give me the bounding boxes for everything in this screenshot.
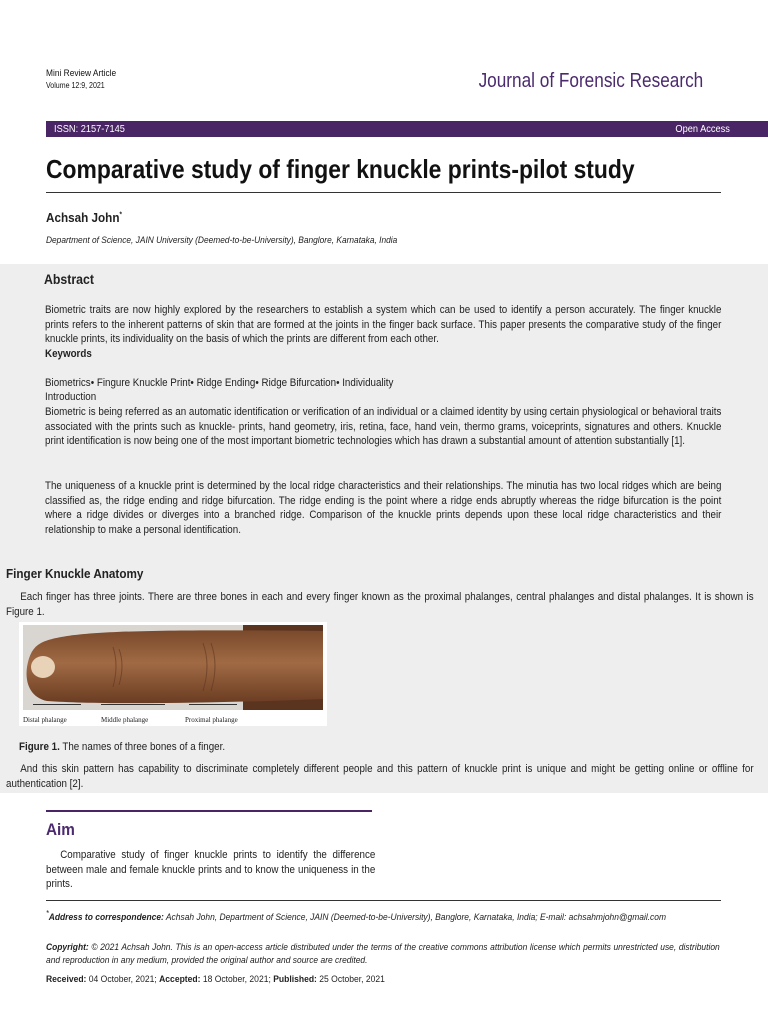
volume-info: Volume 12:9, 2021 [46, 81, 105, 90]
article-meta [46, 68, 116, 92]
issn-bar [46, 121, 768, 137]
figure-label-proximal: Proximal phalange [185, 716, 238, 724]
open-access-label: Open Access [675, 123, 730, 135]
finger-photo [23, 625, 323, 710]
keywords-heading: Keywords [45, 348, 92, 360]
keywords-list: Biometrics• Fingure Knuckle Print• Ridge Ending• Ridge Bifurcation• Individuality [45, 377, 394, 389]
copyright-note: Copyright: © 2021 Achsah John. This is an open-access article distributed under the terms of the creative commons attribution license which permits unrestricted use, distribution and reproduction in any medium, provided the original author and source are credited. [46, 942, 720, 966]
publication-dates: Received: 04 October, 2021; Accepted: 18 October, 2021; Published: 25 October, 2021 [46, 974, 385, 985]
abstract-heading: Abstract [44, 271, 94, 287]
middle-arrow [101, 704, 165, 705]
aim-divider [46, 810, 372, 812]
author-mark: * [119, 211, 122, 219]
anatomy-para-1: Each finger has three joints. There are three bones in each and every finger known as the proximal phalanges, central phalanges and distal phalanges. It is shown is Figure 1. [6, 591, 754, 618]
finger-figure [19, 622, 327, 726]
abstract-text: Biometric traits are now highly explored by the researchers to establish a system which can be used to identify a person accurately. The finger knuckle prints refers to the inherent patterns of skin that are formed at the joints in the finger back surface. This paper presents the comparative study of the finger knuckle prints, its individuality on the basis of which the prints are different from each other. [45, 304, 722, 345]
proximal-arrow [189, 704, 237, 705]
issn: ISSN: 2157-7145 [54, 123, 125, 135]
anatomy-heading: Finger Knuckle Anatomy [6, 566, 144, 581]
figure-label-distal: Distal phalange [23, 716, 67, 724]
finger-illustration [23, 625, 323, 710]
correspondence-note: *Address to correspondence: Achsah John, Department of Science, JAIN (Deemed-to-be-University), Banglore, Karnataka, India; E-mail: achsahmjohn@gmail.com [46, 909, 667, 924]
introduction-para-1: Biometric is being referred as an automatic identification or verification of an individual or a claimed identity by using certain physiological or behavioral traits associated with the prints such as knuckle- prints, hand geometry, iris, retina, face, hand vein, thermo grams, voiceprints, signatures and others. Knuckle print identification is now being one of the most important biometric technologies which has drawn a substantial amount of attention substantially [1]. [45, 406, 722, 447]
introduction-heading: Introduction [45, 391, 97, 403]
affiliation: Department of Science, JAIN University (Deemed-to-be-University), Banglore, Karnataka, India [46, 235, 398, 246]
title-divider [46, 192, 721, 193]
figure-caption: Figure 1. The names of three bones of a finger. [19, 741, 226, 753]
introduction-para-2: The uniqueness of a knuckle print is determined by the local ridge characteristics and their relationships. The minutia has two local ridges which are being classified as, the ridge ending and ridge bifurcation. The ridge ending is the point where a ridge ends abruptly whereas the ridge bifurcation is the point where a ridge divides or diverges into a branched ridge. Comparison of the knuckle prints depends upon these local ridge characteristics and their relationship to make a personal identification. [45, 480, 722, 536]
article-type: Mini Review Article [46, 68, 117, 79]
journal-name: Journal of Forensic Research [478, 70, 703, 92]
author-name: Achsah John* [46, 210, 122, 225]
aim-text: Comparative study of finger knuckle prints to identify the difference between male and female knuckle prints and to know the uniqueness in the prints. [46, 849, 376, 890]
anatomy-para-2: And this skin pattern has capability to discriminate completely different people and this pattern of knuckle print is unique and might be getting online or offline for authentication [2]. [6, 763, 754, 790]
aim-heading: Aim [46, 820, 75, 839]
footer-divider [46, 900, 721, 901]
distal-arrow [33, 704, 81, 705]
figure-label-middle: Middle phalange [101, 716, 149, 724]
article-title: Comparative study of finger knuckle prints-pilot study [46, 154, 635, 184]
